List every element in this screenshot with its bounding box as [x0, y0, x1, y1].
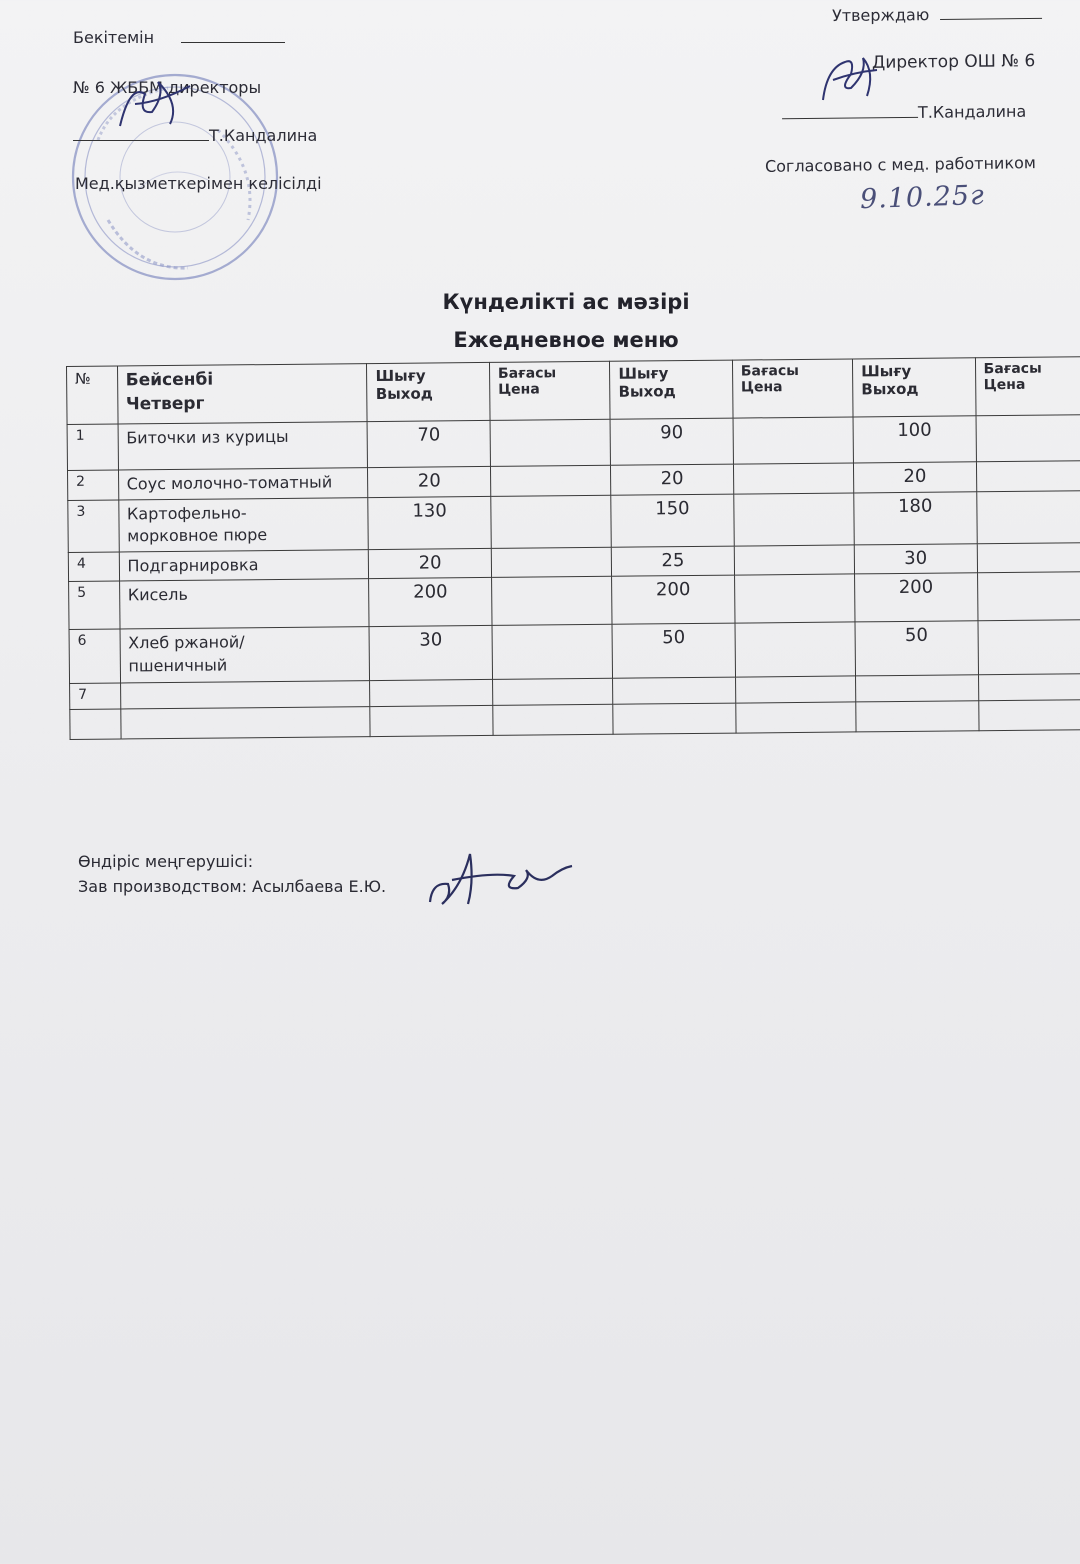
price-1 [491, 547, 612, 578]
price-3 [976, 491, 1080, 544]
header-price-2 [732, 359, 853, 418]
director-signature-left [110, 74, 200, 136]
output-1 [370, 680, 493, 707]
row-num: 1 [67, 424, 118, 470]
approve-text-ru: Утверждаю [831, 5, 930, 26]
dish-name [120, 707, 370, 739]
output-2: 90 [610, 418, 733, 465]
table-row [69, 620, 1080, 684]
price-2 [735, 676, 856, 703]
header-output-kz: Шығу [861, 361, 912, 381]
output-3: 180 [854, 492, 977, 545]
approve-label-ru [832, 4, 1043, 25]
header-output-3 [853, 358, 976, 417]
output-3: 50 [855, 621, 978, 676]
output-1 [370, 706, 493, 737]
header-price-ru: Цена [740, 379, 783, 396]
handwritten-date: 9.10.25г [859, 179, 986, 216]
price-2 [734, 574, 855, 623]
table-row [68, 491, 1080, 553]
header-output-kz: Шығу [375, 366, 426, 386]
director-signature-right [815, 50, 883, 108]
director-signature-line-ru [782, 117, 918, 119]
menu-table [66, 356, 1080, 740]
dish-name: Соус молочно-томатный [118, 468, 368, 500]
output-3 [856, 701, 979, 732]
output-2 [613, 677, 736, 704]
director-signature-line [73, 140, 209, 141]
output-1: 70 [368, 420, 491, 467]
price-2 [735, 622, 856, 677]
price-2 [733, 463, 854, 494]
row-num: 7 [70, 683, 121, 709]
header-output-1 [367, 362, 490, 421]
dish-name: Биточки из курицы [118, 422, 368, 470]
header-price-kz: Бағасы [983, 360, 1042, 378]
header-price-kz: Бағасы [740, 362, 800, 380]
price-3 [976, 415, 1080, 462]
dish-name: Кисель [119, 579, 369, 629]
price-3 [976, 461, 1080, 492]
agreed-line-kz: Мед.қызметкерімен келісілді [75, 174, 322, 193]
output-2: 150 [611, 494, 734, 547]
header-price-ru: Цена [498, 381, 540, 398]
header-output-ru: Выход [618, 382, 676, 401]
production-manager-signature [422, 846, 580, 910]
dish-name: Подгарнировка [119, 550, 369, 582]
output-1: 30 [370, 626, 493, 681]
dish-name-text: Картофельно-морковное пюре [126, 503, 268, 546]
header-price-1 [489, 361, 610, 420]
price-2 [733, 417, 854, 464]
price-2 [734, 545, 855, 576]
header-output-kz: Шығу [618, 364, 669, 383]
output-3: 30 [854, 544, 977, 575]
dish-name [120, 681, 370, 709]
output-3: 100 [853, 416, 976, 463]
output-1: 20 [368, 466, 491, 497]
director-name-text-ru: Т.Кандалина [917, 101, 1027, 122]
price-3 [978, 674, 1080, 701]
price-2 [735, 702, 856, 733]
dish-name [118, 498, 368, 552]
output-2: 20 [611, 464, 734, 495]
dish-name-text: Хлеб ржаной/пшеничный [128, 632, 245, 676]
row-num: 4 [68, 552, 119, 582]
header-output-ru: Выход [861, 379, 919, 399]
footer-label-ru: Зав производством: Асылбаева Е.Ю. [78, 877, 387, 896]
row-num: 3 [68, 500, 119, 552]
header-price-3 [975, 357, 1080, 416]
header-day-kz: Бейсенбі [125, 369, 214, 391]
header-price-kz: Бағасы [497, 365, 557, 382]
agreed-line-ru: Согласовано с мед. работником [764, 153, 1037, 176]
header-price-ru: Цена [983, 376, 1026, 394]
output-1: 130 [368, 496, 491, 549]
output-1: 200 [369, 578, 492, 627]
dish-name [120, 627, 370, 683]
price-1 [491, 577, 612, 626]
row-num: 5 [69, 581, 120, 629]
price-1 [490, 419, 611, 466]
row-num: 2 [68, 470, 119, 500]
price-3 [978, 620, 1080, 675]
approve-label-kz [73, 28, 285, 47]
row-num: 6 [69, 629, 120, 683]
price-1 [492, 679, 613, 706]
price-1 [493, 705, 614, 736]
output-2: 50 [612, 623, 735, 678]
price-3 [977, 572, 1080, 621]
director-line-ru: Директор ОШ № 6 [871, 51, 1036, 73]
price-1 [492, 625, 613, 680]
price-1 [491, 495, 612, 548]
director-name-text: Т.Кандалина [209, 126, 318, 145]
header-num: № [67, 366, 118, 424]
director-line-kz: № 6 ЖББМ директоры [73, 78, 262, 97]
approve-line [181, 42, 285, 43]
output-1: 20 [369, 548, 492, 579]
header-day [117, 364, 367, 424]
output-3: 20 [854, 462, 977, 493]
approve-text: Бекітемін [73, 28, 155, 47]
price-1 [490, 465, 611, 496]
header-day-ru: Четверг [125, 393, 205, 415]
title-kazakh: Күнделікті ас мәзірі [442, 290, 690, 314]
header-output-2 [610, 360, 733, 419]
approve-line-ru [940, 18, 1042, 20]
output-2: 25 [612, 546, 735, 577]
output-3: 200 [855, 573, 978, 622]
footer-label-kz: Өндіріс меңгерушісі: [78, 852, 254, 871]
output-3 [856, 675, 979, 702]
table-header-row [67, 357, 1080, 425]
output-2 [613, 703, 736, 734]
row-num [70, 709, 121, 739]
price-3 [977, 543, 1080, 574]
price-2 [733, 493, 854, 546]
output-2: 200 [612, 575, 735, 624]
header-output-ru: Выход [375, 384, 433, 404]
title-russian: Ежедневное меню [453, 328, 679, 352]
price-3 [978, 700, 1080, 731]
